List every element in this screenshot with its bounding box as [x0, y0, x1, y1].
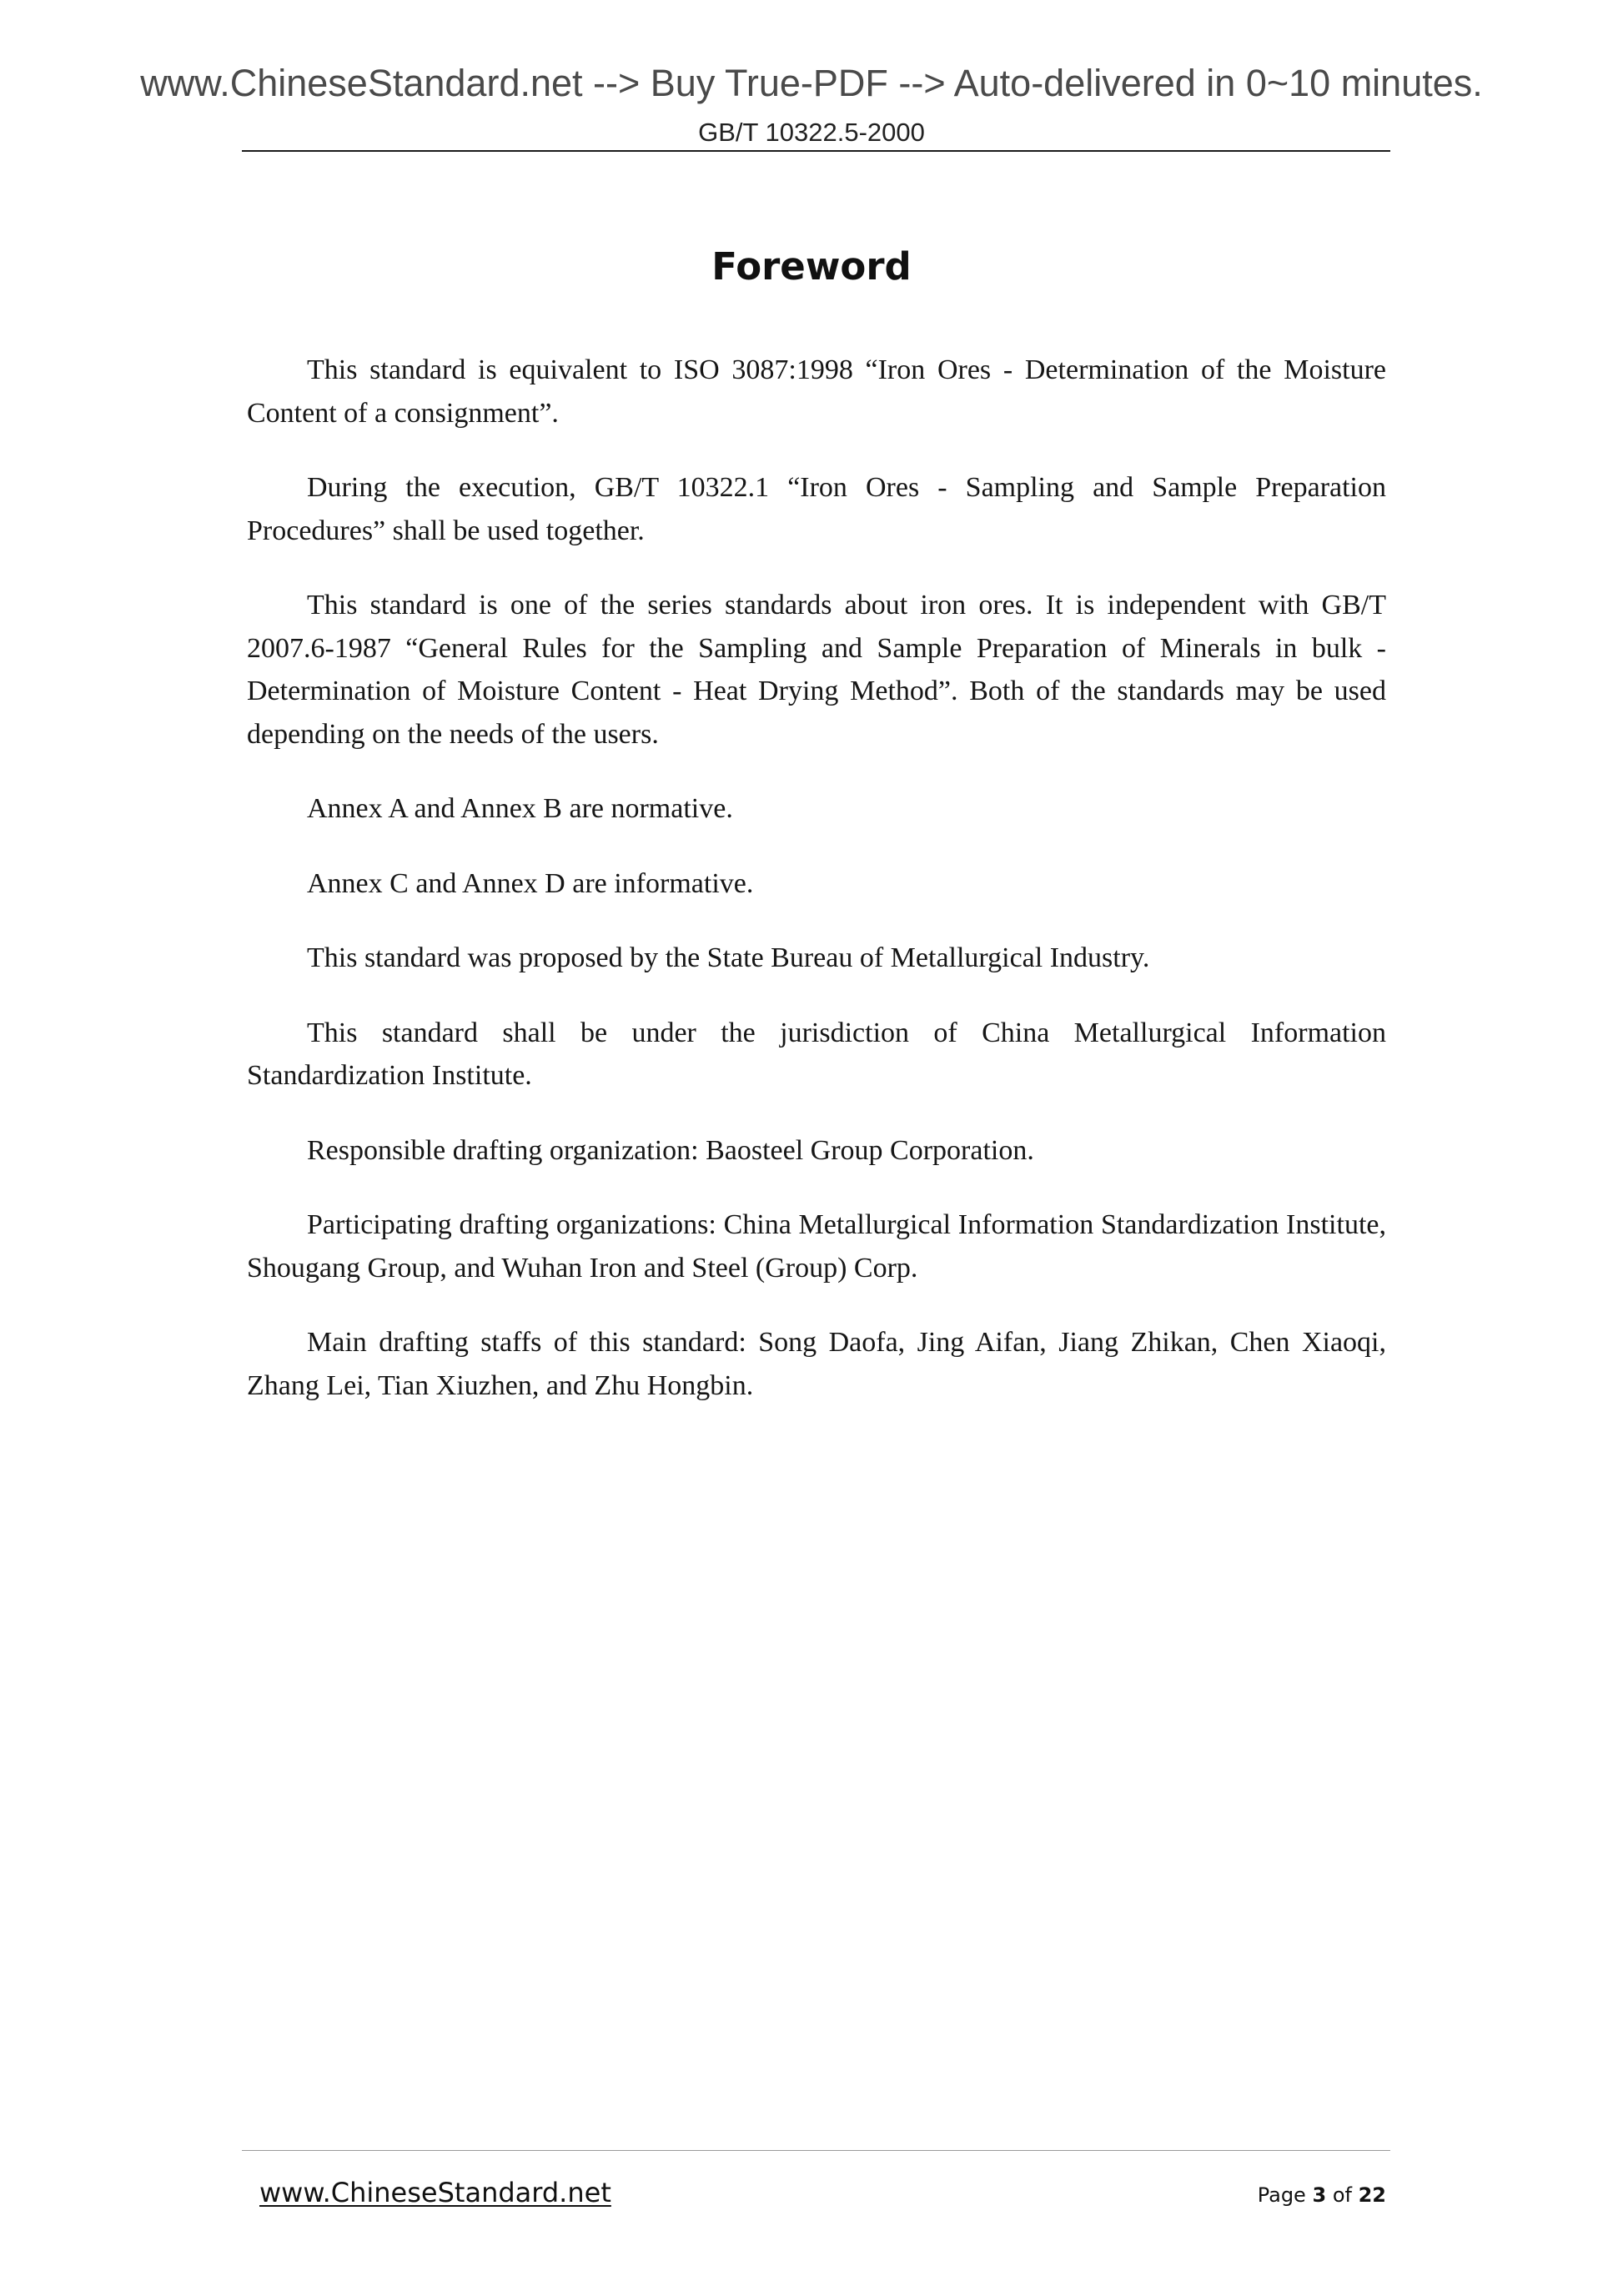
paragraph-drafting-staff: Main drafting staffs of this standard: Song Daofa, Jing Aifan, Jiang Zhikan, Chen Xiaoqi, Zhang Lei, Tian Xiuzhen, and Zhu Hongbin. [247, 1327, 1386, 1401]
standard-code: GB/T 10322.5-2000 [698, 118, 925, 147]
page-current: 3 [1312, 2183, 1327, 2207]
paragraph-equivalence: This standard is equivalent to ISO 3087:1998 “Iron Ores - Determination of the Moisture Content of a consignment”. [247, 354, 1386, 429]
footer-site-link[interactable]: www.ChineseStandard.net [259, 2177, 611, 2208]
paragraph-participating-orgs: Participating drafting organizations: China Metallurgical Information Standardization Institute, Shougang Group, and Wuhan Iron and Steel (Group) Corp. [247, 1209, 1386, 1284]
foreword-body [247, 349, 1386, 1439]
page-label: Page [1257, 2183, 1306, 2207]
paragraph-informative-annexes: Annex C and Annex D are informative. [307, 867, 754, 899]
paragraph-normative-annexes: Annex A and Annex B are normative. [307, 793, 733, 824]
paragraph-proposed-by: This standard was proposed by the State Bureau of Metallurgical Industry. [307, 942, 1150, 973]
footer-divider [242, 2150, 1390, 2151]
page-total: 22 [1358, 2183, 1386, 2207]
page-title: Foreword [711, 244, 912, 289]
site-banner: www.ChineseStandard.net --> Buy True-PDF --> Auto-delivered in 0~10 minutes. [140, 62, 1483, 104]
paragraph-jurisdiction: This standard shall be under the jurisdiction of China Metallurgical Information Standardization Institute. [247, 1017, 1386, 1091]
header-divider [242, 150, 1390, 152]
paragraph-series: This standard is one of the series standards about iron ores. It is independent with GB/T 2007.6-1987 “General Rules for the Sampling and Sample Preparation of Minerals in bulk - Determination of Moisture Content - Heat Drying Method”. Both of the standards may be used depending on the needs of the users. [247, 590, 1386, 750]
page-number [1258, 2183, 1386, 2207]
page-of: of [1332, 2183, 1352, 2207]
paragraph-execution: During the execution, GB/T 10322.1 “Iron Ores - Sampling and Sample Preparation Procedures” shall be used together. [247, 472, 1386, 546]
paragraph-responsible-org: Responsible drafting organization: Baosteel Group Corporation. [307, 1134, 1034, 1166]
